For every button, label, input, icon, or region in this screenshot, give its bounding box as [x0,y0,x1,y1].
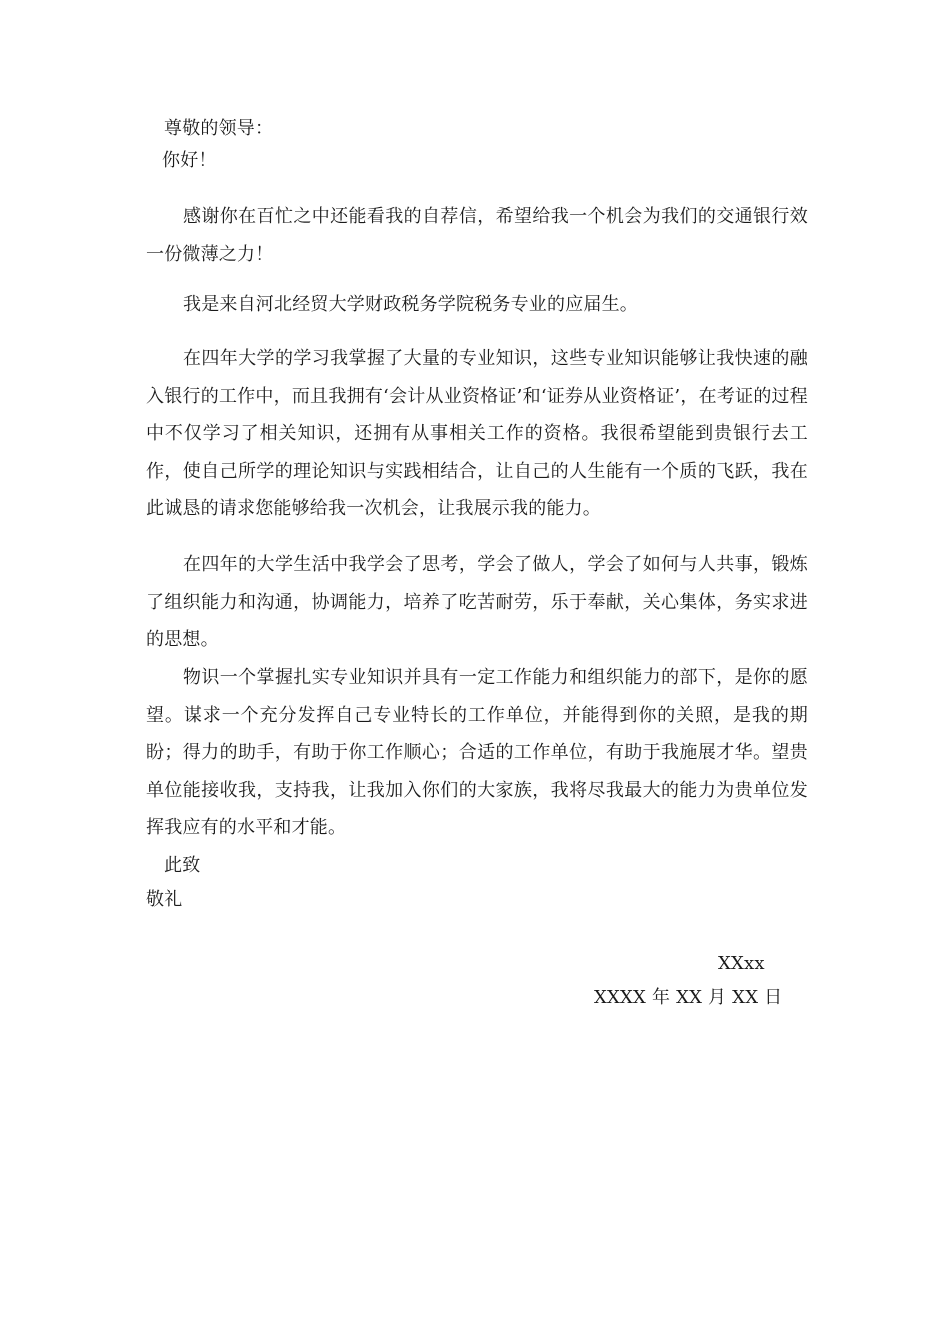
paragraph-aspiration: 物识一个掌握扎实专业知识并具有一定工作能力和组织能力的部下，是你的愿望。谋求一个充分发挥自己专业特长的工作单位，并能得到你的关照，是我的期盼；得力的助手，有助于你工作顺心；合适的工作单位，有助于我施展才华。望贵单位能接收我，支持我，让我加入你们的大家族，我将尽我最大的能力为贵单位发挥我应有的水平和才能。 [146,667,808,838]
paragraph-college-life: 在四年的大学生活中我学会了思考，学会了做人，学会了如何与人共事，锻炼了组织能力和沟通，协调能力，培养了吃苦耐劳，乐于奉献，关心集体，务实求进的思想。 [146,554,808,650]
paragraph-thanks: 感谢你在百忙之中还能看我的自荐信，希望给我一个机会为我们的交通银行效一份微薄之力！ [146,206,808,265]
salutation: 尊敬的领导： [164,118,274,139]
paragraph-qualifications: 在四年大学的学习我掌握了大量的专业知识，这些专业知识能够让我快速的融入银行的工作中，而且我拥有‘会计从业资格证’和‘证券从业资格证’，在考证的过程中不仅学习了相关知识，还拥有从事相关工作的资格。我很希望能到贵银行去工作，使自己所学的理论知识与实践相结合，让自己的人生能有一个质的飞跃，我在此诚恳的请求您能够给我一次机会，让我展示我的能力。 [146,348,808,519]
closing-respectfully: 此致 [164,855,201,876]
signature: XXxx [718,953,765,974]
paragraph-introduction: 我是来自河北经贸大学财政税务学院税务专业的应届生。 [183,294,638,315]
greeting: 你好！ [162,150,217,171]
letter-date: XXXX 年 XX 月 XX 日 [594,987,783,1008]
closing-salute: 敬礼 [146,889,183,910]
